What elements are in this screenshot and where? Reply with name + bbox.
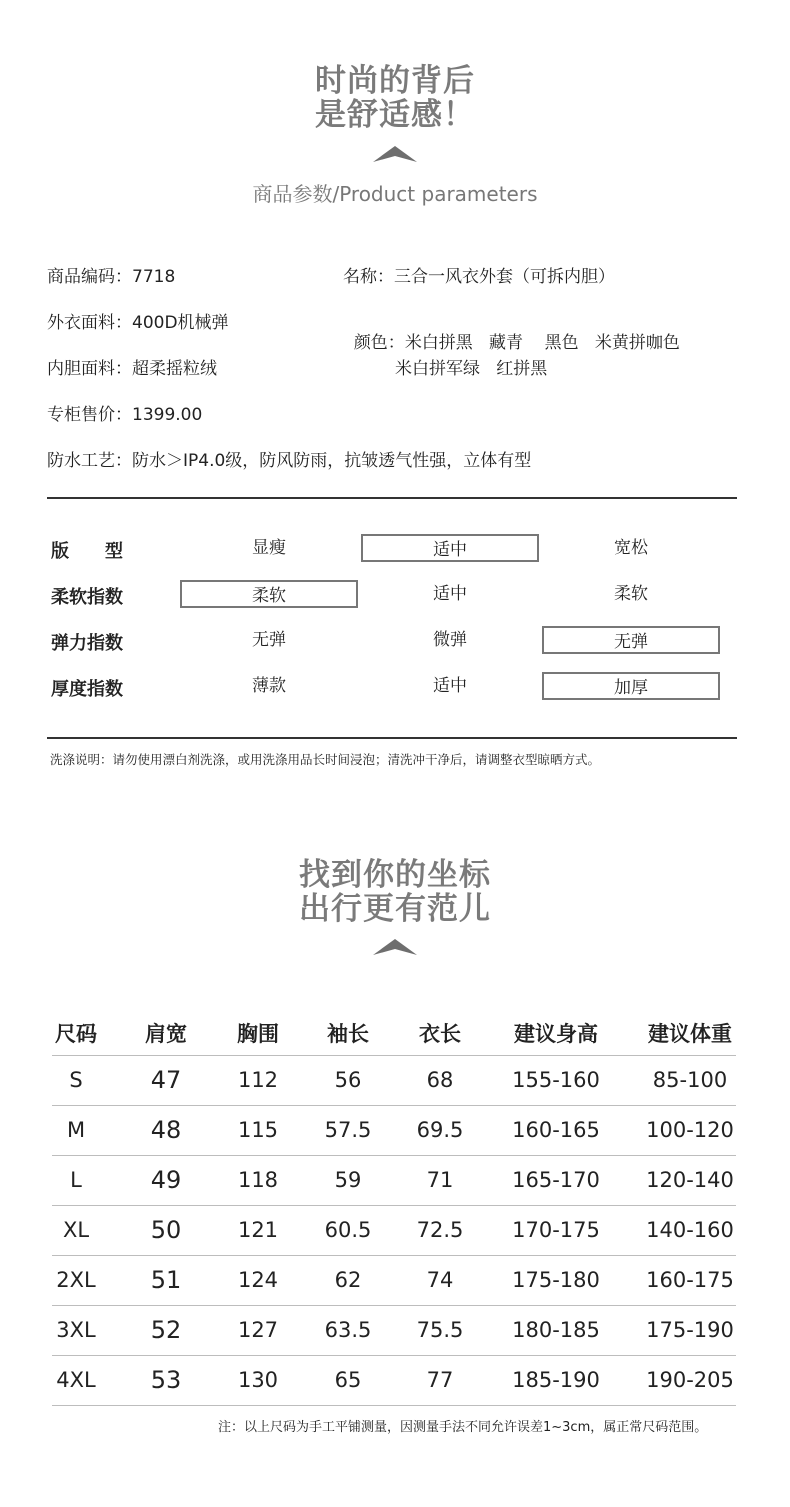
size-row-divider — [52, 1205, 736, 1206]
param-water-label: 防水工艺： — [47, 451, 132, 471]
chevron-up-icon — [373, 146, 417, 162]
hero-title-2-line2: 出行更有范儿 — [299, 891, 491, 927]
fit-option-selected: 加厚 — [542, 672, 720, 700]
size-cell: 68 — [426, 1068, 454, 1092]
size-header-cell: 建议身高 — [514, 1022, 598, 1046]
fit-option: 适中 — [433, 584, 467, 604]
hero-title-2-line1: 找到你的坐标 — [299, 857, 491, 893]
size-cell: 69.5 — [416, 1118, 464, 1142]
size-cell: 50 — [150, 1216, 182, 1244]
size-row-divider — [52, 1255, 736, 1256]
size-header-cell: 衣长 — [419, 1022, 461, 1046]
size-cell: 49 — [150, 1166, 182, 1194]
size-row-divider — [52, 1405, 736, 1406]
size-cell: 60.5 — [324, 1218, 372, 1242]
size-cell: 115 — [237, 1118, 279, 1142]
param-water-value: 防水＞IP4.0级，防风防雨，抗皱透气性强，立体有型 — [132, 451, 532, 471]
size-header-cell: 尺码 — [55, 1022, 97, 1046]
size-cell: 118 — [237, 1168, 279, 1192]
size-cell: 77 — [426, 1368, 454, 1392]
size-cell: 51 — [150, 1266, 182, 1294]
fit-option-selected: 无弹 — [542, 626, 720, 654]
size-cell: 56 — [334, 1068, 362, 1092]
size-header-cell: 肩宽 — [145, 1022, 187, 1046]
fit-option-selected: 适中 — [361, 534, 539, 562]
size-cell: 190-205 — [646, 1368, 734, 1392]
size-cell: 121 — [237, 1218, 279, 1242]
size-row-divider — [52, 1305, 736, 1306]
size-cell: 48 — [150, 1116, 182, 1144]
size-cell: L — [70, 1168, 82, 1192]
size-cell: 4XL — [56, 1368, 96, 1392]
fit-option: 薄款 — [252, 676, 286, 696]
size-header-cell: 胸围 — [237, 1022, 279, 1046]
hero-title-1-line1: 时尚的背后 — [315, 63, 475, 99]
fit-row-label: 柔软指数 — [51, 587, 123, 608]
size-cell: 124 — [237, 1268, 279, 1292]
param-inner-value: 超柔摇粒绒 — [132, 359, 217, 379]
size-cell: 140-160 — [646, 1218, 734, 1242]
size-cell: 175-180 — [512, 1268, 600, 1292]
size-row-divider — [52, 1055, 736, 1056]
param-color-value-1: 米白拼黑 藏青 黑色 米黄拼咖色 — [404, 333, 680, 353]
size-cell: 130 — [237, 1368, 279, 1392]
size-row-divider — [52, 1355, 736, 1356]
param-name — [343, 262, 615, 287]
param-color — [343, 308, 680, 353]
size-cell: 175-190 — [646, 1318, 734, 1342]
size-cell: 59 — [334, 1168, 362, 1192]
params-title: 商品参数/Product parameters — [252, 182, 538, 206]
size-cell: 52 — [150, 1316, 182, 1344]
size-cell: 100-120 — [646, 1118, 734, 1142]
size-cell: 3XL — [56, 1318, 96, 1342]
param-name-label: 名称： — [343, 267, 394, 287]
size-cell: 185-190 — [512, 1368, 600, 1392]
fit-option: 无弹 — [252, 630, 286, 650]
fit-option: 柔软 — [614, 584, 648, 604]
divider-top — [47, 497, 737, 499]
param-name-value: 三合一风衣外套（可拆内胆） — [394, 267, 615, 287]
size-cell: 63.5 — [324, 1318, 372, 1342]
size-row-divider — [52, 1155, 736, 1156]
size-cell: 120-140 — [646, 1168, 734, 1192]
size-cell: 2XL — [56, 1268, 96, 1292]
size-header-cell: 建议体重 — [648, 1022, 732, 1046]
param-code-value: 7718 — [132, 267, 176, 287]
size-cell: 112 — [237, 1068, 279, 1092]
size-cell: 62 — [334, 1268, 362, 1292]
divider-bottom — [47, 737, 737, 739]
param-price — [47, 400, 202, 425]
size-row-divider — [52, 1105, 736, 1106]
fit-option: 微弹 — [433, 630, 467, 650]
fit-option-selected: 柔软 — [180, 580, 358, 608]
fit-row-label: 弹力指数 — [51, 633, 123, 654]
param-color-value-2: 米白拼军绿 红拼黑 — [395, 359, 548, 379]
size-cell: 165-170 — [512, 1168, 600, 1192]
size-cell: 155-160 — [512, 1068, 600, 1092]
fit-option: 宽松 — [614, 538, 648, 558]
param-inner — [47, 354, 217, 379]
size-cell: 53 — [150, 1366, 182, 1394]
hero-title-1 — [0, 64, 790, 132]
size-cell: 72.5 — [416, 1218, 464, 1242]
size-cell: 180-185 — [512, 1318, 600, 1342]
param-price-label: 专柜售价： — [47, 405, 132, 425]
hero-title-2 — [0, 858, 790, 926]
size-cell: 75.5 — [416, 1318, 464, 1342]
fit-row-label: 版 型 — [51, 541, 123, 562]
size-cell: 47 — [150, 1066, 182, 1094]
param-outer — [47, 308, 229, 333]
param-outer-value: 400D机械弹 — [132, 313, 229, 333]
size-cell: 85-100 — [652, 1068, 728, 1092]
fit-option: 显瘦 — [252, 538, 286, 558]
size-cell: 160-175 — [646, 1268, 734, 1292]
size-cell: 57.5 — [324, 1118, 372, 1142]
size-note: 注：以上尺码为手工平铺测量，因测量手法不同允许误差1~3cm，属正常尺码范围。 — [218, 1420, 708, 1435]
size-cell: 160-165 — [512, 1118, 600, 1142]
size-cell: S — [69, 1068, 83, 1092]
size-header-cell: 袖长 — [327, 1022, 369, 1046]
fit-option: 适中 — [433, 676, 467, 696]
wash-instructions: 洗涤说明：请勿使用漂白剂洗涤，或用洗涤用品长时间浸泡；清洗冲干净后，请调整衣型晾晒方式。 — [50, 752, 601, 767]
chevron-up-icon — [373, 939, 417, 955]
size-cell: 170-175 — [512, 1218, 600, 1242]
fit-row-label: 厚度指数 — [51, 679, 123, 700]
size-cell: 65 — [334, 1368, 362, 1392]
size-cell: M — [66, 1118, 86, 1142]
param-code — [47, 262, 175, 287]
param-price-value: 1399.00 — [132, 405, 203, 425]
param-outer-label: 外衣面料： — [47, 313, 132, 333]
size-cell: XL — [62, 1218, 90, 1242]
param-code-label: 商品编码： — [47, 267, 132, 287]
size-cell: 71 — [426, 1168, 454, 1192]
size-cell: 74 — [426, 1268, 454, 1292]
param-water — [47, 446, 531, 471]
param-color-label: 颜色： — [353, 333, 405, 353]
hero-title-1-line2: 是舒适感！ — [315, 97, 475, 133]
size-cell: 127 — [237, 1318, 279, 1342]
param-inner-label: 内胆面料： — [47, 359, 132, 379]
